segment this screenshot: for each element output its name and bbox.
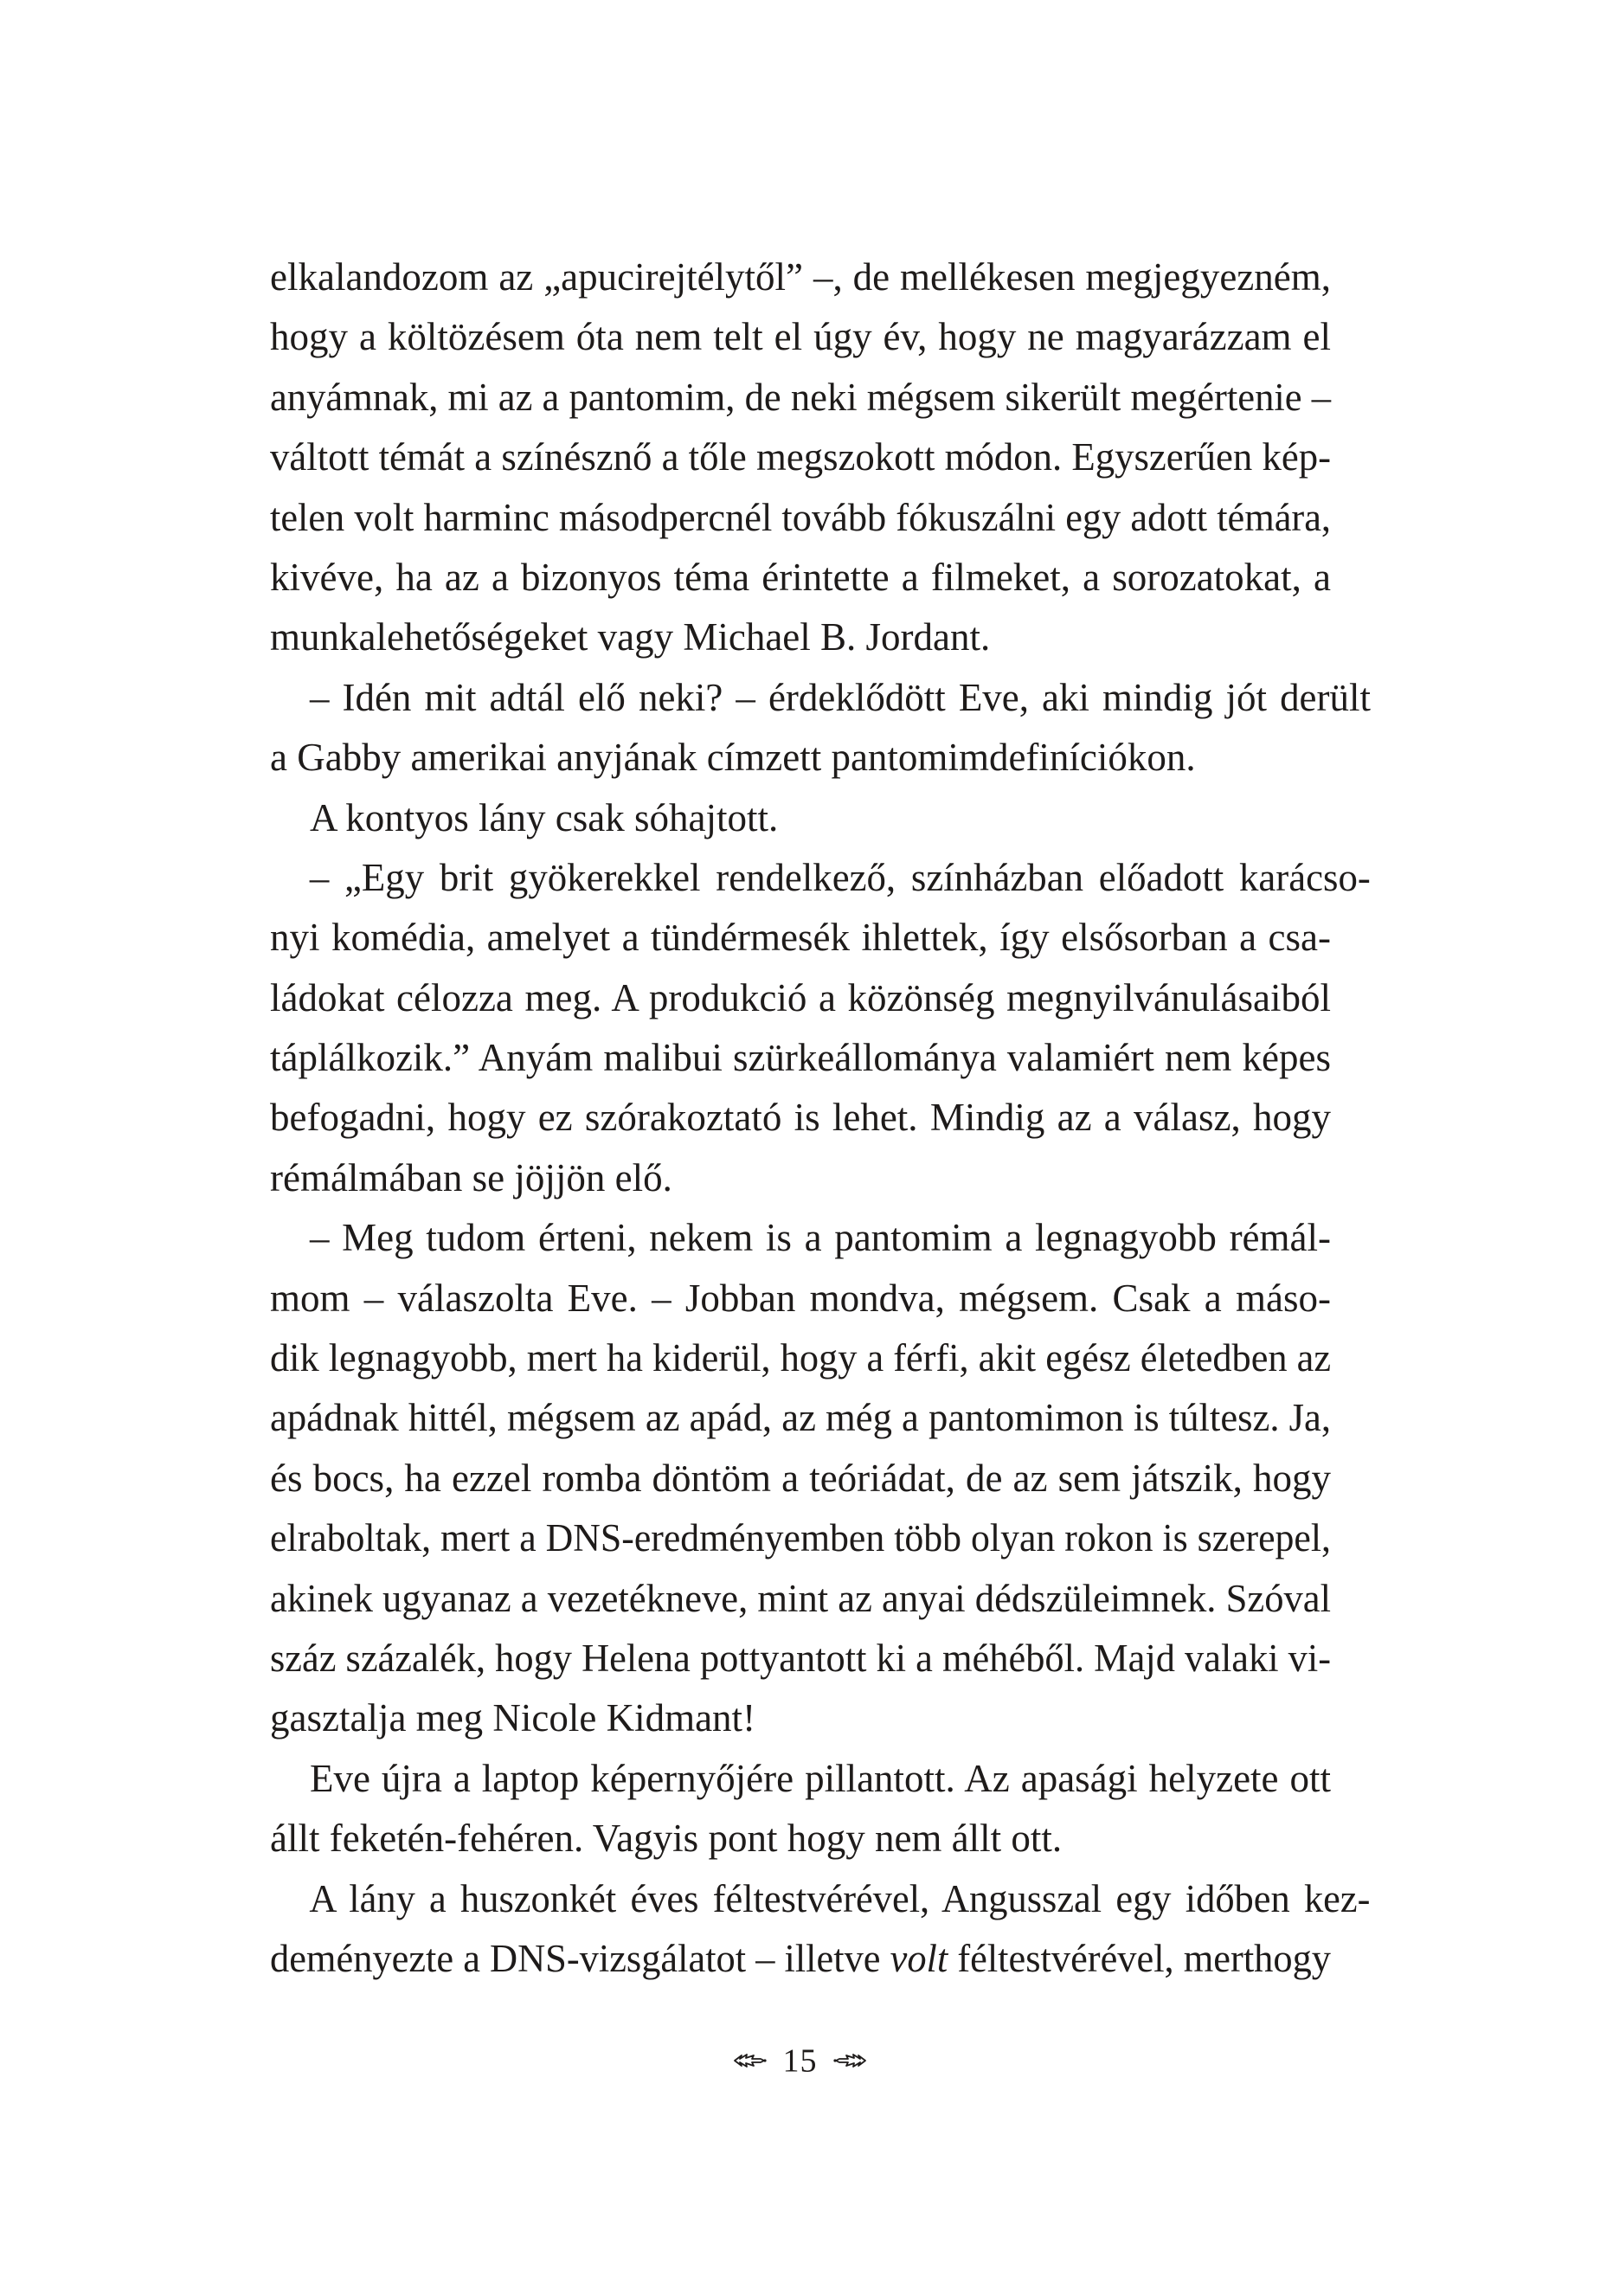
text-line: akinek ugyanaz a vezetékneve, mint az anyai dédszüleimnek. Szóval [270, 1576, 1331, 1620]
text-line: Eve újra a laptop képernyőjére pillantott. Az apasági helyzete ott [310, 1756, 1331, 1800]
leaf-ornament-icon [832, 2051, 867, 2070]
text-line: befogadni, hogy ez szórakoztató is lehet. Mindig az a válasz, hogy [270, 1096, 1331, 1140]
text-line: A kontyos lány csak sóhajtott. [310, 795, 779, 839]
text-line: a Gabby amerikai anyjának címzett pantomimdefiníciókon. [270, 736, 1196, 780]
text-line: táplálkozik.” Anyám malibui szürkeállománya valamiért nem képes [270, 1036, 1331, 1080]
final-line-end: féltestvérével, merthogy [948, 1936, 1331, 1980]
page-number: 15 [782, 2042, 818, 2080]
text-line: elkalandozom az „apucirejtélytől” –, de mellékesen megjegyezném, [270, 255, 1331, 299]
text-line: rémálmában se jöjjön elő. [270, 1155, 672, 1199]
text-line-final [270, 1929, 1331, 1989]
text-line: gasztalja meg Nicole Kidmant! [270, 1696, 756, 1740]
text-line: – Idén mit adtál elő neki? – érdeklődött Eve, aki mindig jót derült [309, 675, 1371, 719]
text-line: anyámnak, mi az a pantomim, de neki mégsem sikerült megértenie – [270, 375, 1331, 419]
text-line: nyi komédia, amelyet a tündérmesék ihlettek, így elsősorban a csa- [270, 916, 1331, 960]
text-line: – „Egy brit gyökerekkel rendelkező, színházban előadott karácso- [309, 855, 1371, 899]
text-line: mom – válaszolta Eve. – Jobban mondva, mégsem. Csak a máso- [270, 1276, 1331, 1320]
text-line: elraboltak, mert a DNS-eredményemben több olyan rokon is szerepel, [270, 1516, 1331, 1560]
text-line: apádnak hittél, mégsem az apád, az még a pantomimon is túltesz. Ja, [270, 1396, 1331, 1440]
leaf-ornament-icon [733, 2051, 768, 2070]
text-line: állt feketén-fehéren. Vagyis pont hogy nem állt ott. [270, 1817, 1063, 1861]
text-line: – Meg tudom érteni, nekem is a pantomim a legnagyobb rémál- [310, 1216, 1331, 1260]
body-text [270, 248, 1371, 1989]
text-line: és bocs, ha ezzel romba döntöm a teóriádat, de az sem játszik, hogy [270, 1456, 1331, 1500]
text-line: munkalehetőségeket vagy Michael B. Jordant. [270, 615, 991, 659]
text-line: váltott témát a színésznő a tőle megszokott módon. Egyszerűen kép- [270, 435, 1331, 479]
text-line: száz százalék, hogy Helena pottyantott ki a méhéből. Majd valaki vi- [270, 1636, 1331, 1680]
page-number-footer [0, 2039, 1600, 2080]
text-line: A lány a huszonkét éves féltestvérével, Angusszal egy időben kez- [309, 1876, 1371, 1920]
text-line: dik legnagyobb, mert ha kiderül, hogy a férfi, akit egész életedben az [270, 1336, 1331, 1380]
italic-word: volt [890, 1936, 948, 1980]
text-line: kivéve, ha az a bizonyos téma érintette a filmeket, a sorozatokat, a [270, 555, 1331, 599]
text-line: hogy a költözésem óta nem telt el úgy év, hogy ne magyarázzam el [270, 315, 1331, 359]
text-line: ládokat célozza meg. A produkció a közönség megnyilvánulásaiból [270, 975, 1331, 1019]
final-line-start: deményezte a DNS-vizsgálatot – illetve [270, 1936, 890, 1980]
text-line: telen volt harminc másodpercnél tovább fókuszálni egy adott témára, [270, 495, 1331, 539]
